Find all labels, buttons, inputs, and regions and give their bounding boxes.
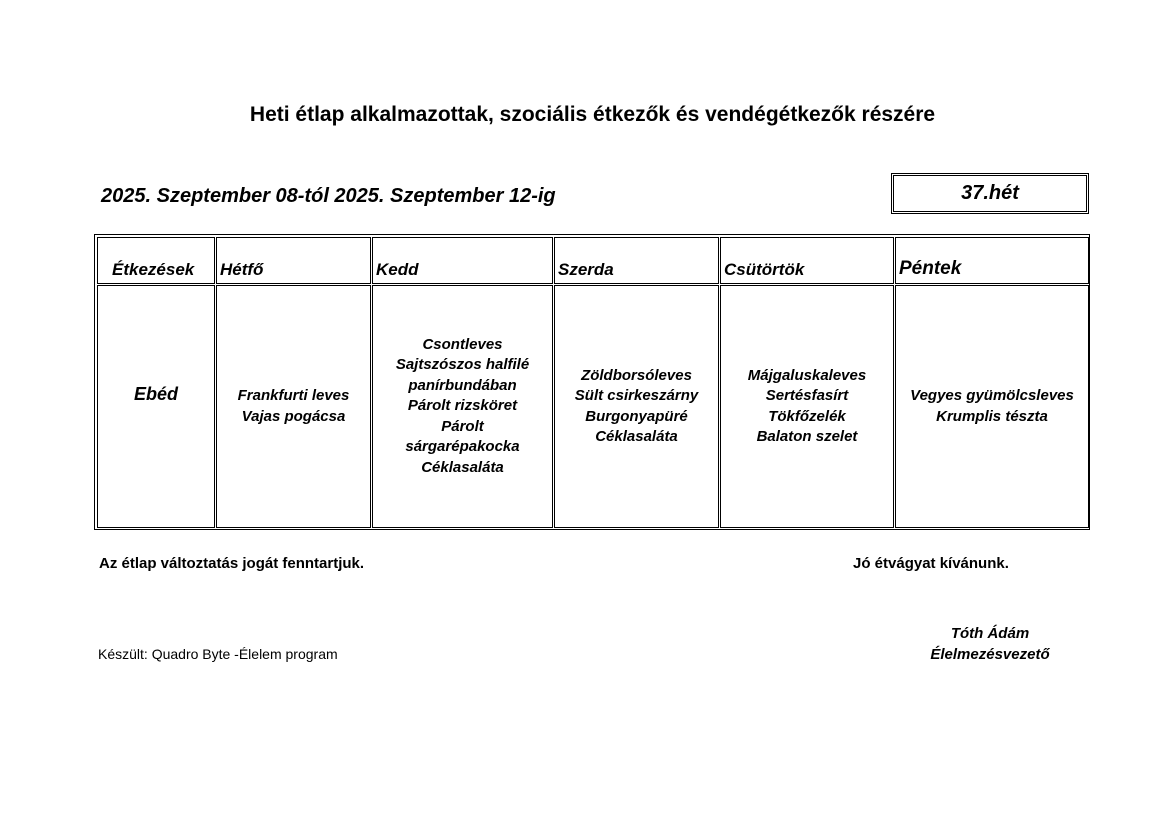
header-label: Étkezések bbox=[112, 260, 195, 279]
signature-name: Tóth Ádám bbox=[950, 625, 1030, 642]
monday-menu bbox=[216, 285, 371, 528]
dish: Májgaluskaleves bbox=[747, 366, 867, 384]
header-thursday bbox=[720, 237, 894, 284]
dish: Céklasaláta bbox=[595, 428, 678, 445]
dish-list bbox=[575, 366, 698, 448]
date-range: 2025. Szeptember 08-tól 2025. Szeptember 12-ig bbox=[101, 185, 556, 207]
dish: Sajtszószos halfilé bbox=[395, 356, 530, 374]
dish-list bbox=[910, 386, 1074, 427]
page-title: Heti étlap alkalmazottak, szociális étkezők és vendégétkezők részére bbox=[249, 103, 936, 126]
dish: Céklasaláta bbox=[421, 458, 504, 476]
week-number: 37.hét bbox=[961, 182, 1019, 204]
tuesday-menu bbox=[372, 285, 553, 528]
header-tuesday bbox=[372, 237, 553, 284]
wednesday-menu bbox=[554, 285, 719, 528]
dish-list bbox=[748, 366, 866, 448]
menu-table bbox=[94, 234, 1090, 530]
header-meals bbox=[97, 237, 215, 284]
header-friday bbox=[895, 237, 1089, 284]
dish: Párolt bbox=[441, 417, 484, 435]
header-label: Szerda bbox=[558, 260, 614, 279]
made-by-credit: Készült: Quadro Byte -Élelem program bbox=[98, 646, 338, 662]
dish: Párolt rizsköret bbox=[407, 397, 518, 415]
header-wednesday bbox=[554, 237, 719, 284]
friday-menu bbox=[895, 285, 1089, 528]
signature-title: Élelmezésvezető bbox=[930, 646, 1050, 663]
dish: Burgonyapüré bbox=[585, 407, 688, 425]
change-notice: Az étlap változtatás jogát fenntartjuk. bbox=[99, 555, 365, 572]
dish: Zöldborsóleves bbox=[581, 366, 692, 384]
meal-cell bbox=[97, 285, 215, 528]
dish: Vegyes gyümölcsleves bbox=[910, 387, 1074, 404]
dish: Sült csirkeszárny bbox=[574, 387, 699, 404]
dish: Balaton szelet bbox=[756, 428, 858, 445]
dish: Csontleves bbox=[422, 335, 503, 353]
dish: Frankfurti leves bbox=[237, 387, 350, 404]
dish: Sertésfasírt bbox=[765, 387, 849, 404]
header-monday bbox=[216, 237, 371, 284]
meal-label: Ebéd bbox=[133, 383, 178, 404]
dish-list bbox=[396, 335, 529, 479]
header-label: Csütörtök bbox=[724, 260, 805, 279]
dish: Vajas pogácsa bbox=[241, 407, 346, 425]
greeting: Jó étvágyat kívánunk. bbox=[853, 555, 1009, 572]
thursday-menu bbox=[720, 285, 894, 528]
dish-list bbox=[238, 386, 350, 427]
dish: Krumplis tészta bbox=[936, 407, 1048, 425]
header-label: Hétfő bbox=[220, 260, 264, 279]
dish: panírbundában bbox=[408, 376, 517, 394]
header-label: Kedd bbox=[376, 260, 419, 279]
header-label: Péntek bbox=[899, 258, 962, 279]
week-number-box bbox=[891, 173, 1089, 214]
dish: Tökfőzelék bbox=[768, 407, 846, 425]
dish: sárgarépakocka bbox=[405, 438, 520, 456]
